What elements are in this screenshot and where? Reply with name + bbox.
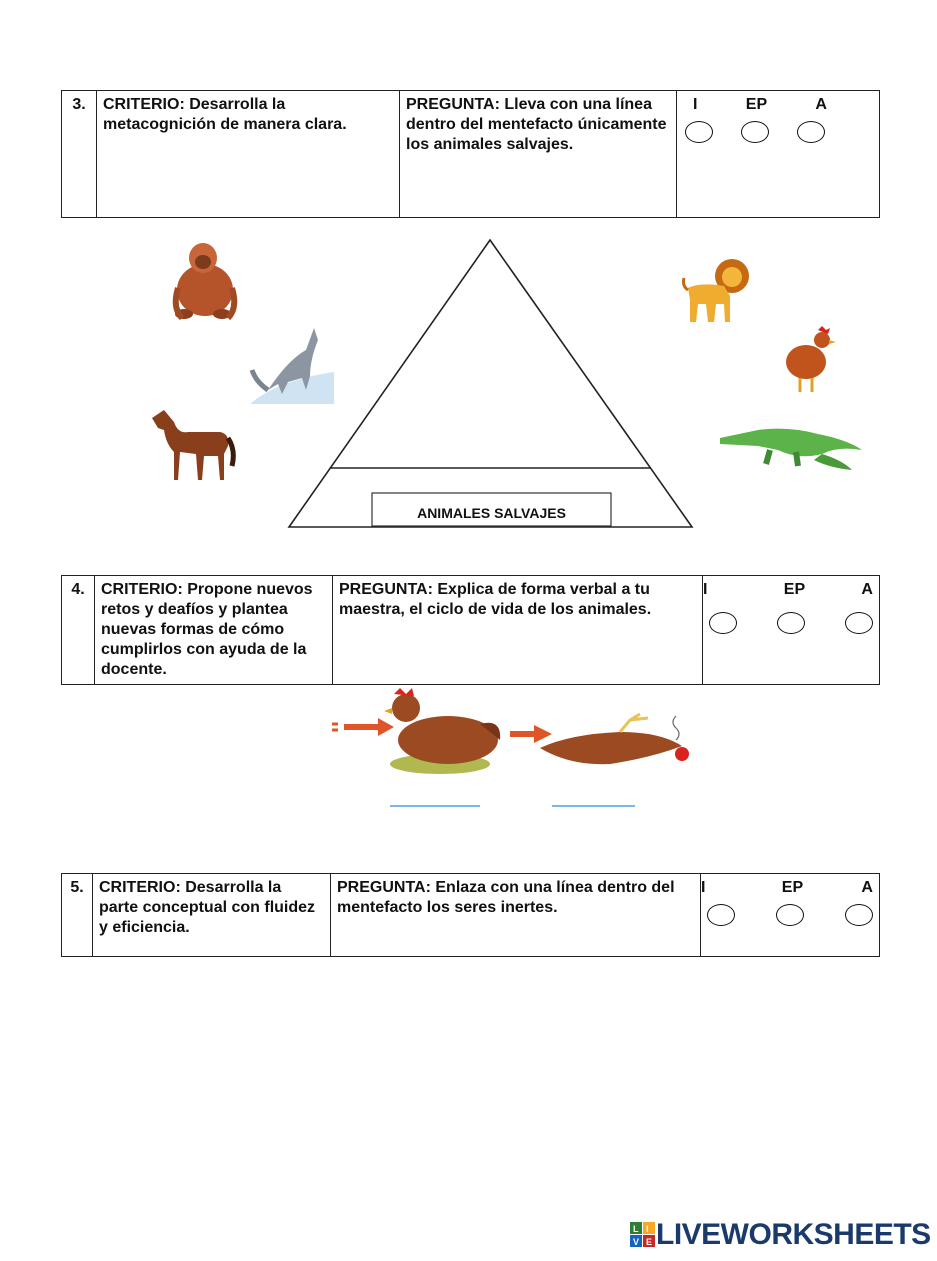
rating-label-ep: EP [783,581,806,598]
rating-label-ep: EP [781,879,804,896]
wolf-image[interactable] [248,320,336,406]
row-number: 5. [62,874,93,957]
rating-label-i: I [703,581,708,598]
rating-option-ep[interactable] [741,121,769,143]
rating-option-a[interactable] [845,612,873,634]
rating-cell [677,91,880,218]
pregunta-text: PREGUNTA: Lleva con una línea dentro del mentefacto únicamente los animales salvajes. [400,91,677,218]
lion-image[interactable] [680,256,752,324]
row-number: 4. [62,576,95,685]
rating-cell [701,874,880,957]
rating-option-i[interactable] [707,904,735,926]
horse-image[interactable] [144,404,236,482]
svg-text:I: I [646,1224,649,1234]
criteria-table-4 [61,575,880,685]
rating-option-i[interactable] [685,121,713,143]
liveworksheets-logo-icon [630,1222,656,1248]
pregunta-text: PREGUNTA: Explica de forma verbal a tu maestra, el ciclo de vida de los animales. [333,576,703,685]
mentefacto-triangle [285,236,697,532]
rating-option-ep[interactable] [776,904,804,926]
svg-text:E: E [646,1237,653,1247]
row-number: 3. [62,91,97,218]
rating-option-i[interactable] [709,612,737,634]
svg-text:V: V [633,1237,640,1247]
lifecycle-illustration [330,684,695,812]
rating-option-a[interactable] [845,904,873,926]
rating-cell [703,576,880,685]
hen-image[interactable] [782,326,838,394]
criteria-table-5 [61,873,880,957]
rating-label-ep: EP [745,96,768,113]
rating-label-a: A [861,879,873,896]
rating-label-i: I [693,96,698,113]
criteria-table-3 [61,90,880,218]
orangutan-image[interactable] [170,238,240,324]
liveworksheets-brand[interactable] [630,1218,931,1252]
rating-label-a: A [861,581,873,598]
rating-label-i: I [701,879,706,896]
liveworksheets-wordmark: LIVEWORKSHEETS [656,1218,931,1251]
rating-option-ep[interactable] [777,612,805,634]
criterio-text: CRITERIO: Propone nuevos retos y deafíos y plantea nuevas formas de cómo cumplirlos con ayuda de la docente. [95,576,333,685]
rating-option-a[interactable] [797,121,825,143]
crocodile-image[interactable] [718,420,866,474]
mentefacto-base-label: ANIMALES SALVAJES [417,505,566,521]
criterio-text: CRITERIO: Desarrolla la parte conceptual con fluidez y eficiencia. [93,874,331,957]
pregunta-text: PREGUNTA: Enlaza con una línea dentro del mentefacto los seres inertes. [331,874,701,957]
criterio-text: CRITERIO: Desarrolla la metacognición de manera clara. [97,91,400,218]
rating-label-a: A [815,96,827,113]
svg-text:L: L [633,1224,639,1234]
